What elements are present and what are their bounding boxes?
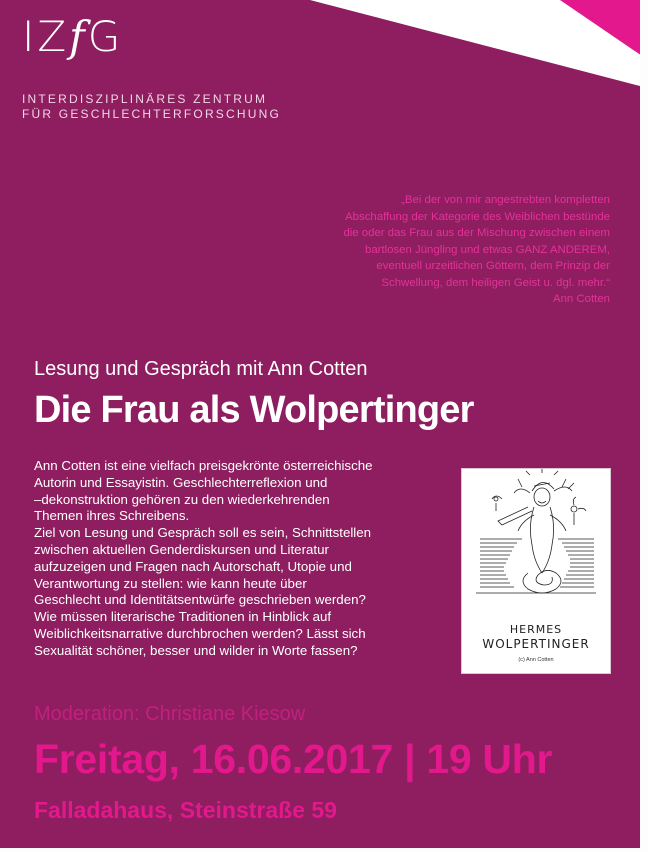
- izfg-logo: IZfG: [22, 12, 124, 61]
- description-line: Sexualität schöner, besser und wilder in Worte fassen?: [34, 642, 358, 658]
- description-line: Themen ihres Schreibens.: [34, 508, 190, 524]
- quote-line: Abschaffung der Kategorie des Weiblichen bestünde: [345, 210, 610, 223]
- quote-line: Schwellung, dem heiligen Geist u. dgl. mehr.“: [381, 276, 610, 289]
- cover-credit: (c) Ann Cotten: [518, 657, 554, 663]
- institute-name-line-2: FÜR GESCHLECHTERFORSCHUNG: [22, 107, 282, 121]
- hermes-wolpertinger-drawing: [462, 469, 610, 619]
- description-line: Geschlecht und Identitätsentwürfe geschrieben werden?: [34, 592, 366, 608]
- institute-name-line-1: INTERDISZIPLINÄRES ZENTRUM: [22, 92, 268, 106]
- description-line: zwischen aktuellen Genderdiskursen und Literatur: [34, 541, 329, 557]
- event-date-time: Freitag, 16.06.2017 | 19 Uhr: [34, 736, 553, 782]
- event-subtitle: Lesung und Gespräch mit Ann Cotten: [34, 358, 368, 380]
- description-line: –dekonstruktion gehören zu den wiederkehrenden: [34, 491, 330, 507]
- event-title: Die Frau als Wolpertinger: [34, 389, 474, 431]
- cover-title-line-2: WOLPERTINGER: [482, 637, 590, 651]
- event-venue: Falladahaus, Steinstraße 59: [34, 797, 337, 823]
- moderation-credit: Moderation: Christiane Kiesow: [34, 703, 306, 725]
- quote-line: bartlosen Jüngling und etwas GANZ ANDEREM,: [364, 243, 610, 256]
- description-line: Autorin und Essayistin. Geschlechterreflexion und: [34, 474, 328, 490]
- description-line: Verantwortung zu stellen: wie kann heute über: [34, 575, 307, 591]
- quote-line: die oder das Frau aus der Mischung zwischen einem: [343, 227, 610, 239]
- quote-author: Ann Cotten: [553, 293, 610, 305]
- event-description: [34, 458, 454, 660]
- cover-title-line-1: HERMES: [509, 623, 563, 636]
- quote-block: [290, 192, 610, 308]
- description-line: Weiblichkeitsnarrative durchbrochen werden? Lässt sich: [34, 625, 366, 641]
- description-line: Ann Cotten ist eine vielfach preisgekrönte österreichische: [34, 458, 373, 473]
- quote-line: eventuell urzeitlichen Göttern, dem Prinzip der: [376, 260, 610, 272]
- description-line: aufzuzeigen und Fragen nach Autorschaft, Utopie und: [34, 558, 352, 574]
- quote-line: „Bei der von mir angestrebten kompletten: [401, 194, 610, 206]
- book-illustration: [461, 468, 611, 674]
- description-line: Wie müssen literarische Traditionen in Hinblick auf: [34, 609, 332, 625]
- description-line: Ziel von Lesung und Gespräch soll es sein, Schnittstellen: [34, 525, 372, 541]
